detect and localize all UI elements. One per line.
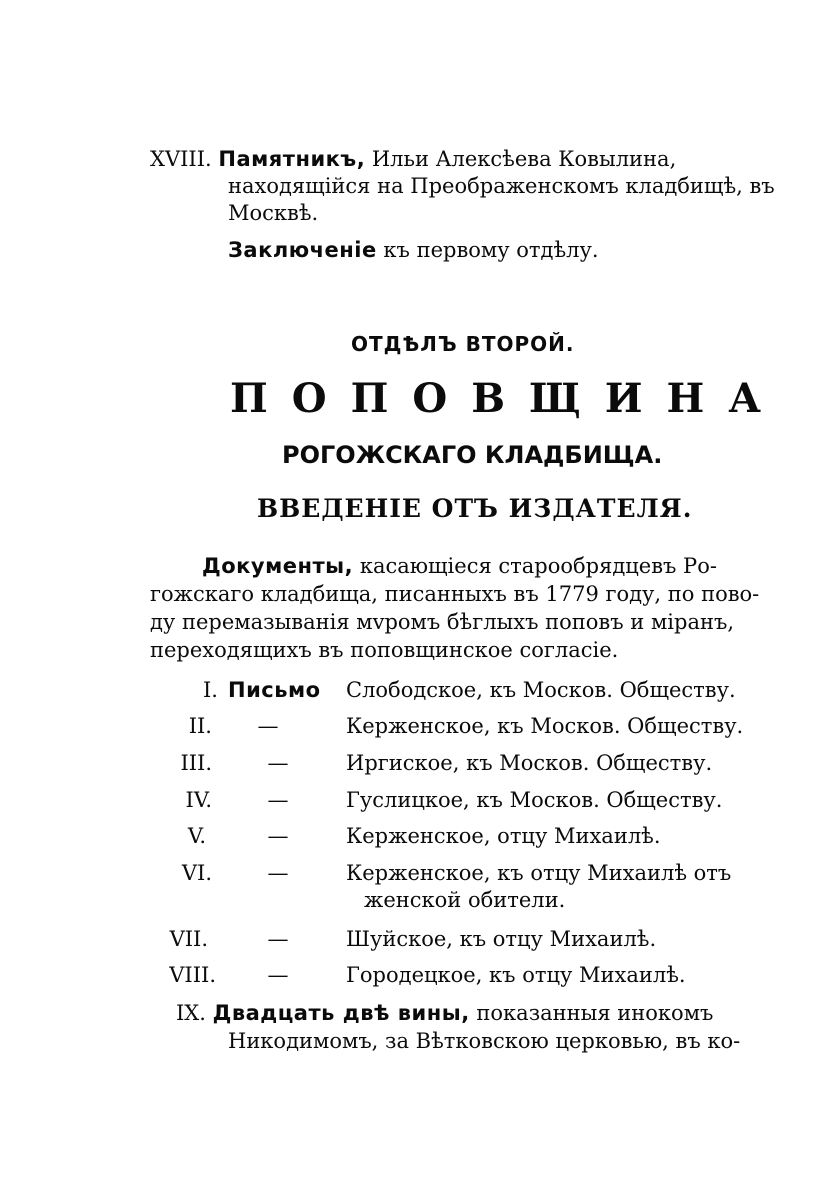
- documents-line: переходящихъ въ поповщинское согласіе.: [150, 638, 619, 662]
- section-title: ПОПОВЩИНА: [230, 375, 785, 422]
- letter-number: IV.: [185, 788, 212, 812]
- letter-title: Слободское, къ Москов. Обществу.: [346, 678, 736, 702]
- letter-title: Керженское, къ Москов. Обществу.: [346, 714, 744, 738]
- toc-entry-xviii: [150, 146, 676, 172]
- documents-entry: [202, 553, 717, 579]
- letter-number: VIII.: [169, 963, 216, 987]
- conclusion-head: Заключеніе: [228, 238, 377, 262]
- ditto-dash: —: [267, 861, 289, 885]
- ditto-dash: —: [267, 963, 289, 987]
- letter-number: I.: [203, 678, 218, 702]
- entry-text: Ильи Алексѣева Ковылина,: [365, 147, 677, 171]
- documents-head: Документы,: [202, 554, 354, 578]
- ditto-dash: —: [267, 824, 289, 848]
- entry-text: показанныя инокомъ: [469, 1001, 714, 1025]
- toc-entry-line: Москвѣ.: [228, 201, 319, 225]
- conclusion-text: къ первому отдѣлу.: [376, 238, 599, 262]
- entry-head: Памятникъ,: [218, 147, 366, 171]
- toc-entry-ix: [176, 1000, 713, 1026]
- letter-title: Гуслицкое, къ Москов. Обществу.: [346, 788, 723, 812]
- documents-line: ду перемазыванія мvромъ бѣглыхъ поповъ и міранъ,: [150, 610, 735, 634]
- roman-numeral: XVIII.: [150, 147, 212, 171]
- ditto-dash: —: [267, 788, 289, 812]
- letter-title: Городецкое, къ отцу Михаилѣ.: [346, 963, 686, 987]
- letter-number: III.: [180, 751, 212, 775]
- roman-numeral: IX.: [176, 1001, 206, 1025]
- letter-number: VII.: [169, 927, 208, 951]
- toc-entry-line: находящійся на Преображенскомъ кладбищѣ, въ: [228, 174, 775, 198]
- documents-text: касающіеся старообрядцевъ Ро-: [353, 554, 717, 578]
- letter-title: Шуйское, къ отцу Михаилѣ.: [346, 927, 657, 951]
- conclusion-entry: [228, 237, 599, 263]
- ditto-dash: —: [257, 714, 279, 738]
- letter-number: V.: [187, 824, 206, 848]
- entry-head: Двадцать двѣ вины,: [212, 1001, 470, 1025]
- introduction-heading: ВВЕДЕНІЕ ОТЪ ИЗДАТЕЛЯ.: [257, 494, 693, 523]
- section-label: ОТДѢЛЪ ВТОРОЙ.: [351, 332, 575, 356]
- section-subtitle: РОГОЖСКАГО КЛАДБИЩА.: [282, 441, 663, 469]
- letter-title: Керженское, отцу Михаилѣ.: [346, 824, 661, 848]
- letter-head: Письмо: [228, 678, 321, 702]
- letter-title: Иргиское, къ Москов. Обществу.: [346, 751, 713, 775]
- letter-number: II.: [188, 714, 212, 738]
- toc-entry-line: Никодимомъ, за Вѣтковскою церковью, въ ко-: [228, 1029, 741, 1053]
- letter-title-continued: женской обители.: [364, 888, 566, 912]
- letter-title: Керженское, къ отцу Михаилѣ отъ: [346, 861, 732, 885]
- ditto-dash: —: [267, 751, 289, 775]
- ditto-dash: —: [267, 927, 289, 951]
- documents-line: гожскаго кладбища, писанныхъ въ 1779 году, по пово-: [150, 582, 760, 606]
- letter-number: VI.: [181, 861, 212, 885]
